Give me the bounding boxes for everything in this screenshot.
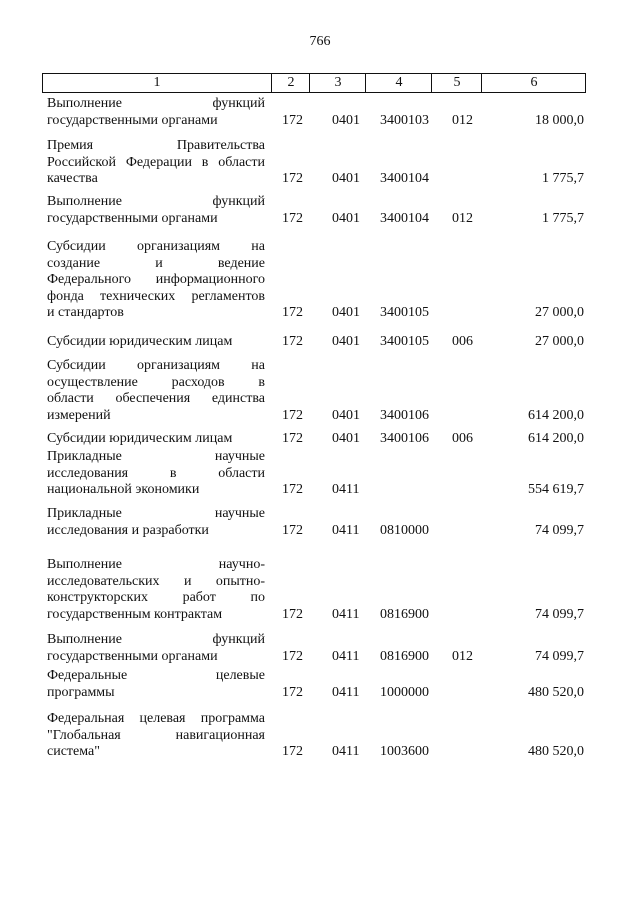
row-cell-c2: 172 — [282, 305, 303, 320]
row-description-line: Премия Правительства — [47, 138, 265, 153]
row-cell-c6: 554 619,7 — [528, 482, 584, 497]
row-cell-c3: 0411 — [332, 606, 360, 622]
row-cell-c6: 27 000,0 — [535, 305, 584, 320]
row-description-line: "Глобальная навигационная — [47, 727, 265, 743]
row-cell-c4: 3400103 — [380, 112, 429, 128]
row-description — [47, 506, 265, 539]
row-cell-c3: 0401 — [332, 407, 360, 423]
row-description-line: качества — [47, 171, 98, 186]
row-cell-c4: 3400104 — [380, 171, 429, 186]
row-description-line: Субсидии организациям на — [47, 358, 265, 373]
row-description-line: Российской Федерации в области — [47, 154, 265, 170]
row-description — [47, 334, 265, 351]
row-cell-c5: 006 — [452, 431, 473, 446]
row-description-line: Выполнение научно- — [47, 557, 265, 572]
row-cell-c6: 18 000,0 — [535, 112, 584, 128]
page-number: 766 — [309, 34, 331, 49]
row-cell-c3: 0401 — [332, 171, 360, 186]
row-cell-c2: 172 — [282, 431, 303, 446]
row-description-line: фонда технических регламентов — [47, 288, 265, 304]
row-cell-c4: 3400105 — [380, 334, 429, 349]
row-cell-c3: 0401 — [332, 305, 360, 320]
row-description-line: исследовательских и опытно- — [47, 573, 265, 589]
row-cell-c2: 172 — [282, 112, 303, 128]
row-description — [47, 711, 265, 761]
row-cell-c4: 0816900 — [380, 648, 429, 664]
row-cell-c4: 3400104 — [380, 210, 429, 226]
header-col-4: 4 — [365, 74, 432, 92]
row-cell-c3: 0411 — [332, 744, 360, 759]
row-cell-c4: 3400105 — [380, 305, 429, 320]
row-description — [47, 431, 265, 448]
row-cell-c4: 0810000 — [380, 522, 429, 538]
row-description — [47, 138, 265, 188]
row-description — [47, 358, 265, 424]
row-cell-c6: 27 000,0 — [535, 334, 584, 349]
row-description-line: и стандартов — [47, 305, 124, 320]
row-cell-c6: 480 520,0 — [528, 684, 584, 700]
row-cell-c5: 006 — [452, 334, 473, 349]
row-cell-c6: 614 200,0 — [528, 407, 584, 423]
row-cell-c2: 172 — [282, 522, 303, 538]
row-description — [47, 96, 265, 129]
row-description-line: Субсидии организациям на — [47, 239, 265, 254]
row-description-line: Федерального информационного — [47, 272, 265, 287]
row-description-line: Выполнение функций — [47, 96, 265, 111]
header-col-5: 5 — [431, 74, 482, 92]
row-description — [47, 194, 265, 227]
row-description-line: Федеральная целевая программа — [47, 711, 265, 726]
row-description-line: Выполнение функций — [47, 194, 265, 209]
row-description — [47, 239, 265, 322]
row-cell-c3: 0401 — [332, 431, 360, 446]
row-cell-c6: 1 775,7 — [542, 210, 584, 226]
row-description-line: Субсидии юридическим лицам — [47, 334, 233, 349]
row-description-line: Выполнение функций — [47, 632, 265, 647]
row-cell-c6: 1 775,7 — [542, 171, 584, 186]
row-description-line: государственными органами — [47, 112, 218, 128]
row-cell-c6: 74 099,7 — [535, 522, 584, 538]
row-cell-c3: 0401 — [332, 112, 360, 128]
row-cell-c3: 0401 — [332, 210, 360, 226]
row-cell-c6: 614 200,0 — [528, 431, 584, 446]
row-cell-c2: 172 — [282, 684, 303, 700]
row-cell-c6: 74 099,7 — [535, 648, 584, 664]
row-cell-c5: 012 — [452, 648, 473, 664]
row-description-line: государственными органами — [47, 648, 218, 664]
row-description-line: конструкторских работ по — [47, 590, 265, 605]
row-cell-c2: 172 — [282, 407, 303, 423]
row-description-line: Прикладные научные — [47, 506, 265, 521]
row-cell-c4: 3400106 — [380, 431, 429, 446]
row-description-line: создание и ведение — [47, 255, 265, 271]
row-cell-c3: 0411 — [332, 482, 360, 497]
row-description — [47, 449, 265, 499]
row-cell-c2: 172 — [282, 744, 303, 759]
row-description-line: измерений — [47, 407, 111, 423]
row-description-line: исследования в области — [47, 465, 265, 481]
row-cell-c5: 012 — [452, 112, 473, 128]
row-description-line: исследования и разработки — [47, 522, 209, 538]
row-description-line: Федеральные целевые — [47, 668, 265, 683]
row-description-line: области обеспечения единства — [47, 391, 265, 406]
row-description-line: государственными органами — [47, 210, 218, 226]
row-description — [47, 632, 265, 665]
row-description-line: система" — [47, 744, 100, 759]
row-cell-c2: 172 — [282, 482, 303, 497]
header-col-3: 3 — [309, 74, 366, 92]
header-col-2: 2 — [271, 74, 310, 92]
row-description-line: программы — [47, 684, 115, 700]
row-cell-c2: 172 — [282, 210, 303, 226]
header-col-1: 1 — [153, 75, 161, 90]
row-description-line: национальной экономики — [47, 482, 200, 497]
row-cell-c5: 012 — [452, 210, 473, 226]
row-cell-c3: 0411 — [332, 684, 360, 700]
table-header — [42, 73, 586, 93]
row-description — [47, 557, 265, 623]
header-col-6: 6 — [481, 74, 586, 92]
row-cell-c3: 0401 — [332, 334, 360, 349]
row-description-line: государственным контрактам — [47, 606, 223, 622]
row-description-line: Прикладные научные — [47, 449, 265, 464]
row-cell-c4: 1000000 — [380, 684, 429, 700]
row-description-line: осуществление расходов в — [47, 374, 265, 390]
row-cell-c3: 0411 — [332, 648, 360, 664]
row-cell-c6: 480 520,0 — [528, 744, 584, 759]
row-cell-c2: 172 — [282, 171, 303, 186]
row-description-line: Субсидии юридическим лицам — [47, 431, 233, 446]
row-cell-c4: 1003600 — [380, 744, 429, 759]
row-cell-c2: 172 — [282, 606, 303, 622]
row-cell-c6: 74 099,7 — [535, 606, 584, 622]
row-cell-c2: 172 — [282, 648, 303, 664]
row-cell-c2: 172 — [282, 334, 303, 349]
row-cell-c4: 0816900 — [380, 606, 429, 622]
row-description — [47, 668, 265, 701]
row-cell-c4: 3400106 — [380, 407, 429, 423]
row-cell-c3: 0411 — [332, 522, 360, 538]
